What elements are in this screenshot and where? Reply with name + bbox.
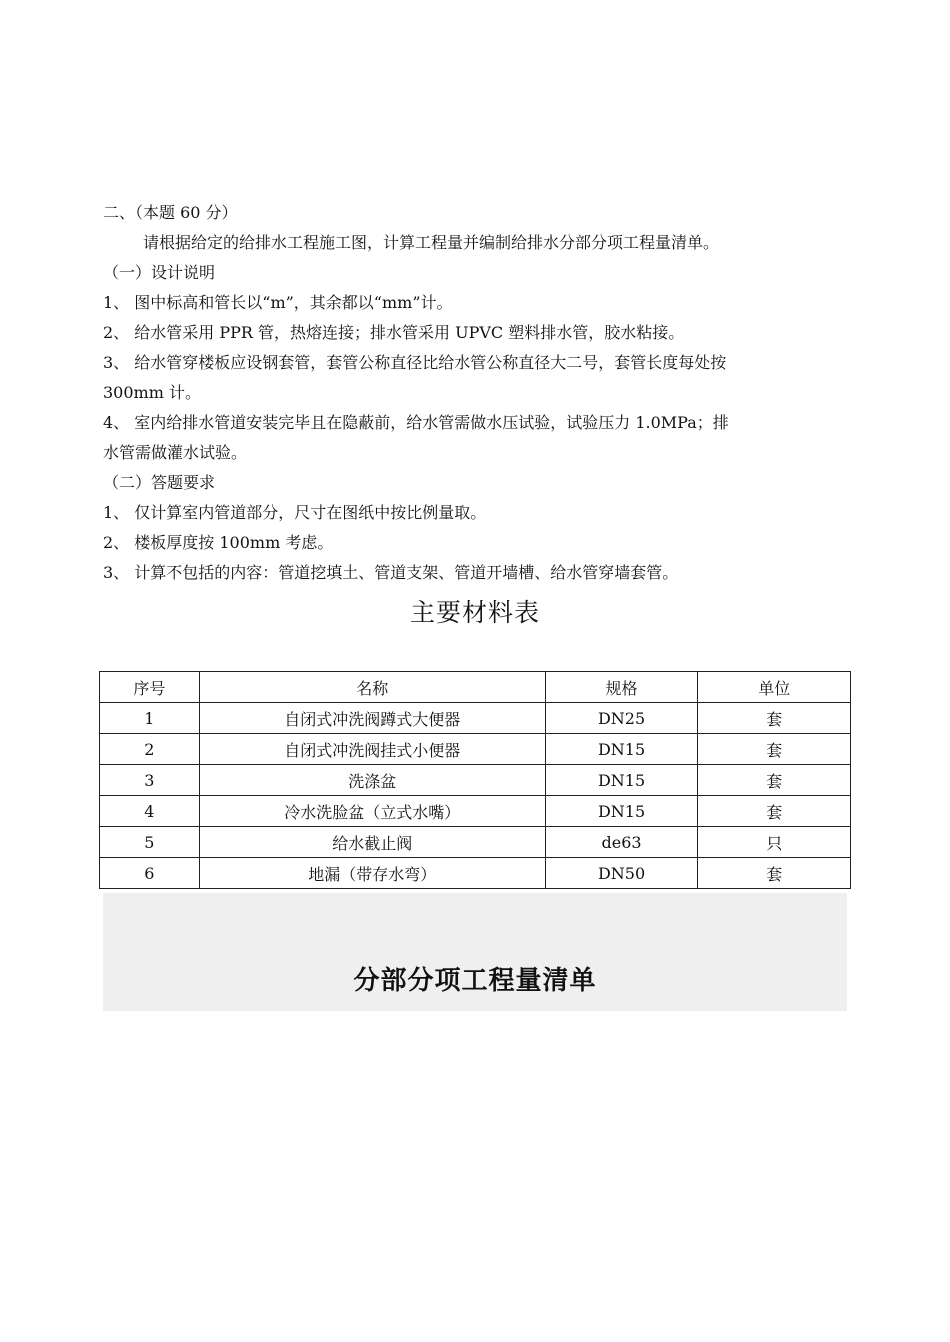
cell-no: 2 (100, 734, 200, 765)
table-row (100, 827, 851, 858)
design-notes-title: （一）设计说明 (103, 263, 216, 282)
materials-table-title: 主要材料表 (409, 598, 540, 627)
cell-unit: 套 (698, 858, 851, 889)
table-row (100, 858, 851, 889)
question-text-block (103, 198, 851, 588)
answer-requirements-title: （二）答题要求 (103, 473, 216, 492)
cell-name: 自闭式冲洗阀蹲式大便器 (199, 703, 545, 734)
header-cell-unit: 单位 (698, 672, 851, 703)
cell-no: 1 (100, 703, 200, 734)
cell-no: 4 (100, 796, 200, 827)
cell-name: 冷水洗脸盆（立式水嘴） (199, 796, 545, 827)
materials-table (99, 671, 851, 889)
header-cell-name: 名称 (199, 672, 545, 703)
cell-spec: de63 (545, 827, 698, 858)
cell-name: 自闭式冲洗阀挂式小便器 (199, 734, 545, 765)
table-row (100, 796, 851, 827)
design-note-line: 4、 室内给排水管道安装完毕且在隐蔽前，给水管需做水压试验，试验压力 1.0MPa；排 (103, 413, 729, 432)
question-intro: 请根据给定的给排水工程施工图，计算工程量并编制给排水分部分项工程量清单。 (143, 233, 720, 252)
cell-spec: DN15 (545, 796, 698, 827)
cell-spec: DN15 (545, 734, 698, 765)
cell-name: 洗涤盆 (199, 765, 545, 796)
design-note-line: 3、 给水管穿楼板应设钢套管，套管公称直径比给水管公称直径大二号，套管长度每处按 (103, 353, 727, 372)
design-note-line: 水管需做灌水试验。 (103, 443, 248, 462)
cell-spec: DN50 (545, 858, 698, 889)
table-row (100, 734, 851, 765)
bill-section-title: 分部分项工程量清单 (353, 966, 597, 996)
cell-unit: 只 (698, 827, 851, 858)
answer-requirement-line: 1、 仅计算室内管道部分，尺寸在图纸中按比例量取。 (103, 503, 487, 522)
cell-no: 3 (100, 765, 200, 796)
cell-unit: 套 (698, 734, 851, 765)
design-note-line: 2、 给水管采用 PPR 管，热熔连接；排水管采用 UPVC 塑料排水管，胶水粘接。 (103, 323, 685, 342)
cell-unit: 套 (698, 703, 851, 734)
cell-name: 给水截止阀 (199, 827, 545, 858)
header-cell-no: 序号 (100, 672, 200, 703)
cell-no: 6 (100, 858, 200, 889)
cell-name: 地漏（带存水弯） (199, 858, 545, 889)
design-note-line: 1、 图中标高和管长以“m”，其余都以“mm”计。 (103, 293, 453, 312)
design-note-line: 300mm 计。 (103, 383, 201, 402)
answer-requirement-line: 2、 楼板厚度按 100mm 考虑。 (103, 533, 334, 552)
cell-unit: 套 (698, 796, 851, 827)
cell-no: 5 (100, 827, 200, 858)
bill-section-band (103, 893, 847, 1011)
table-row (100, 703, 851, 734)
question-heading: 二、（本题 60 分） (103, 203, 238, 222)
cell-unit: 套 (698, 765, 851, 796)
table-header-row (100, 672, 851, 703)
cell-spec: DN25 (545, 703, 698, 734)
header-cell-spec: 规格 (545, 672, 698, 703)
table-row (100, 765, 851, 796)
answer-requirement-line: 3、 计算不包括的内容：管道挖填土、管道支架、管道开墙槽、给水管穿墙套管。 (103, 563, 679, 582)
cell-spec: DN15 (545, 765, 698, 796)
